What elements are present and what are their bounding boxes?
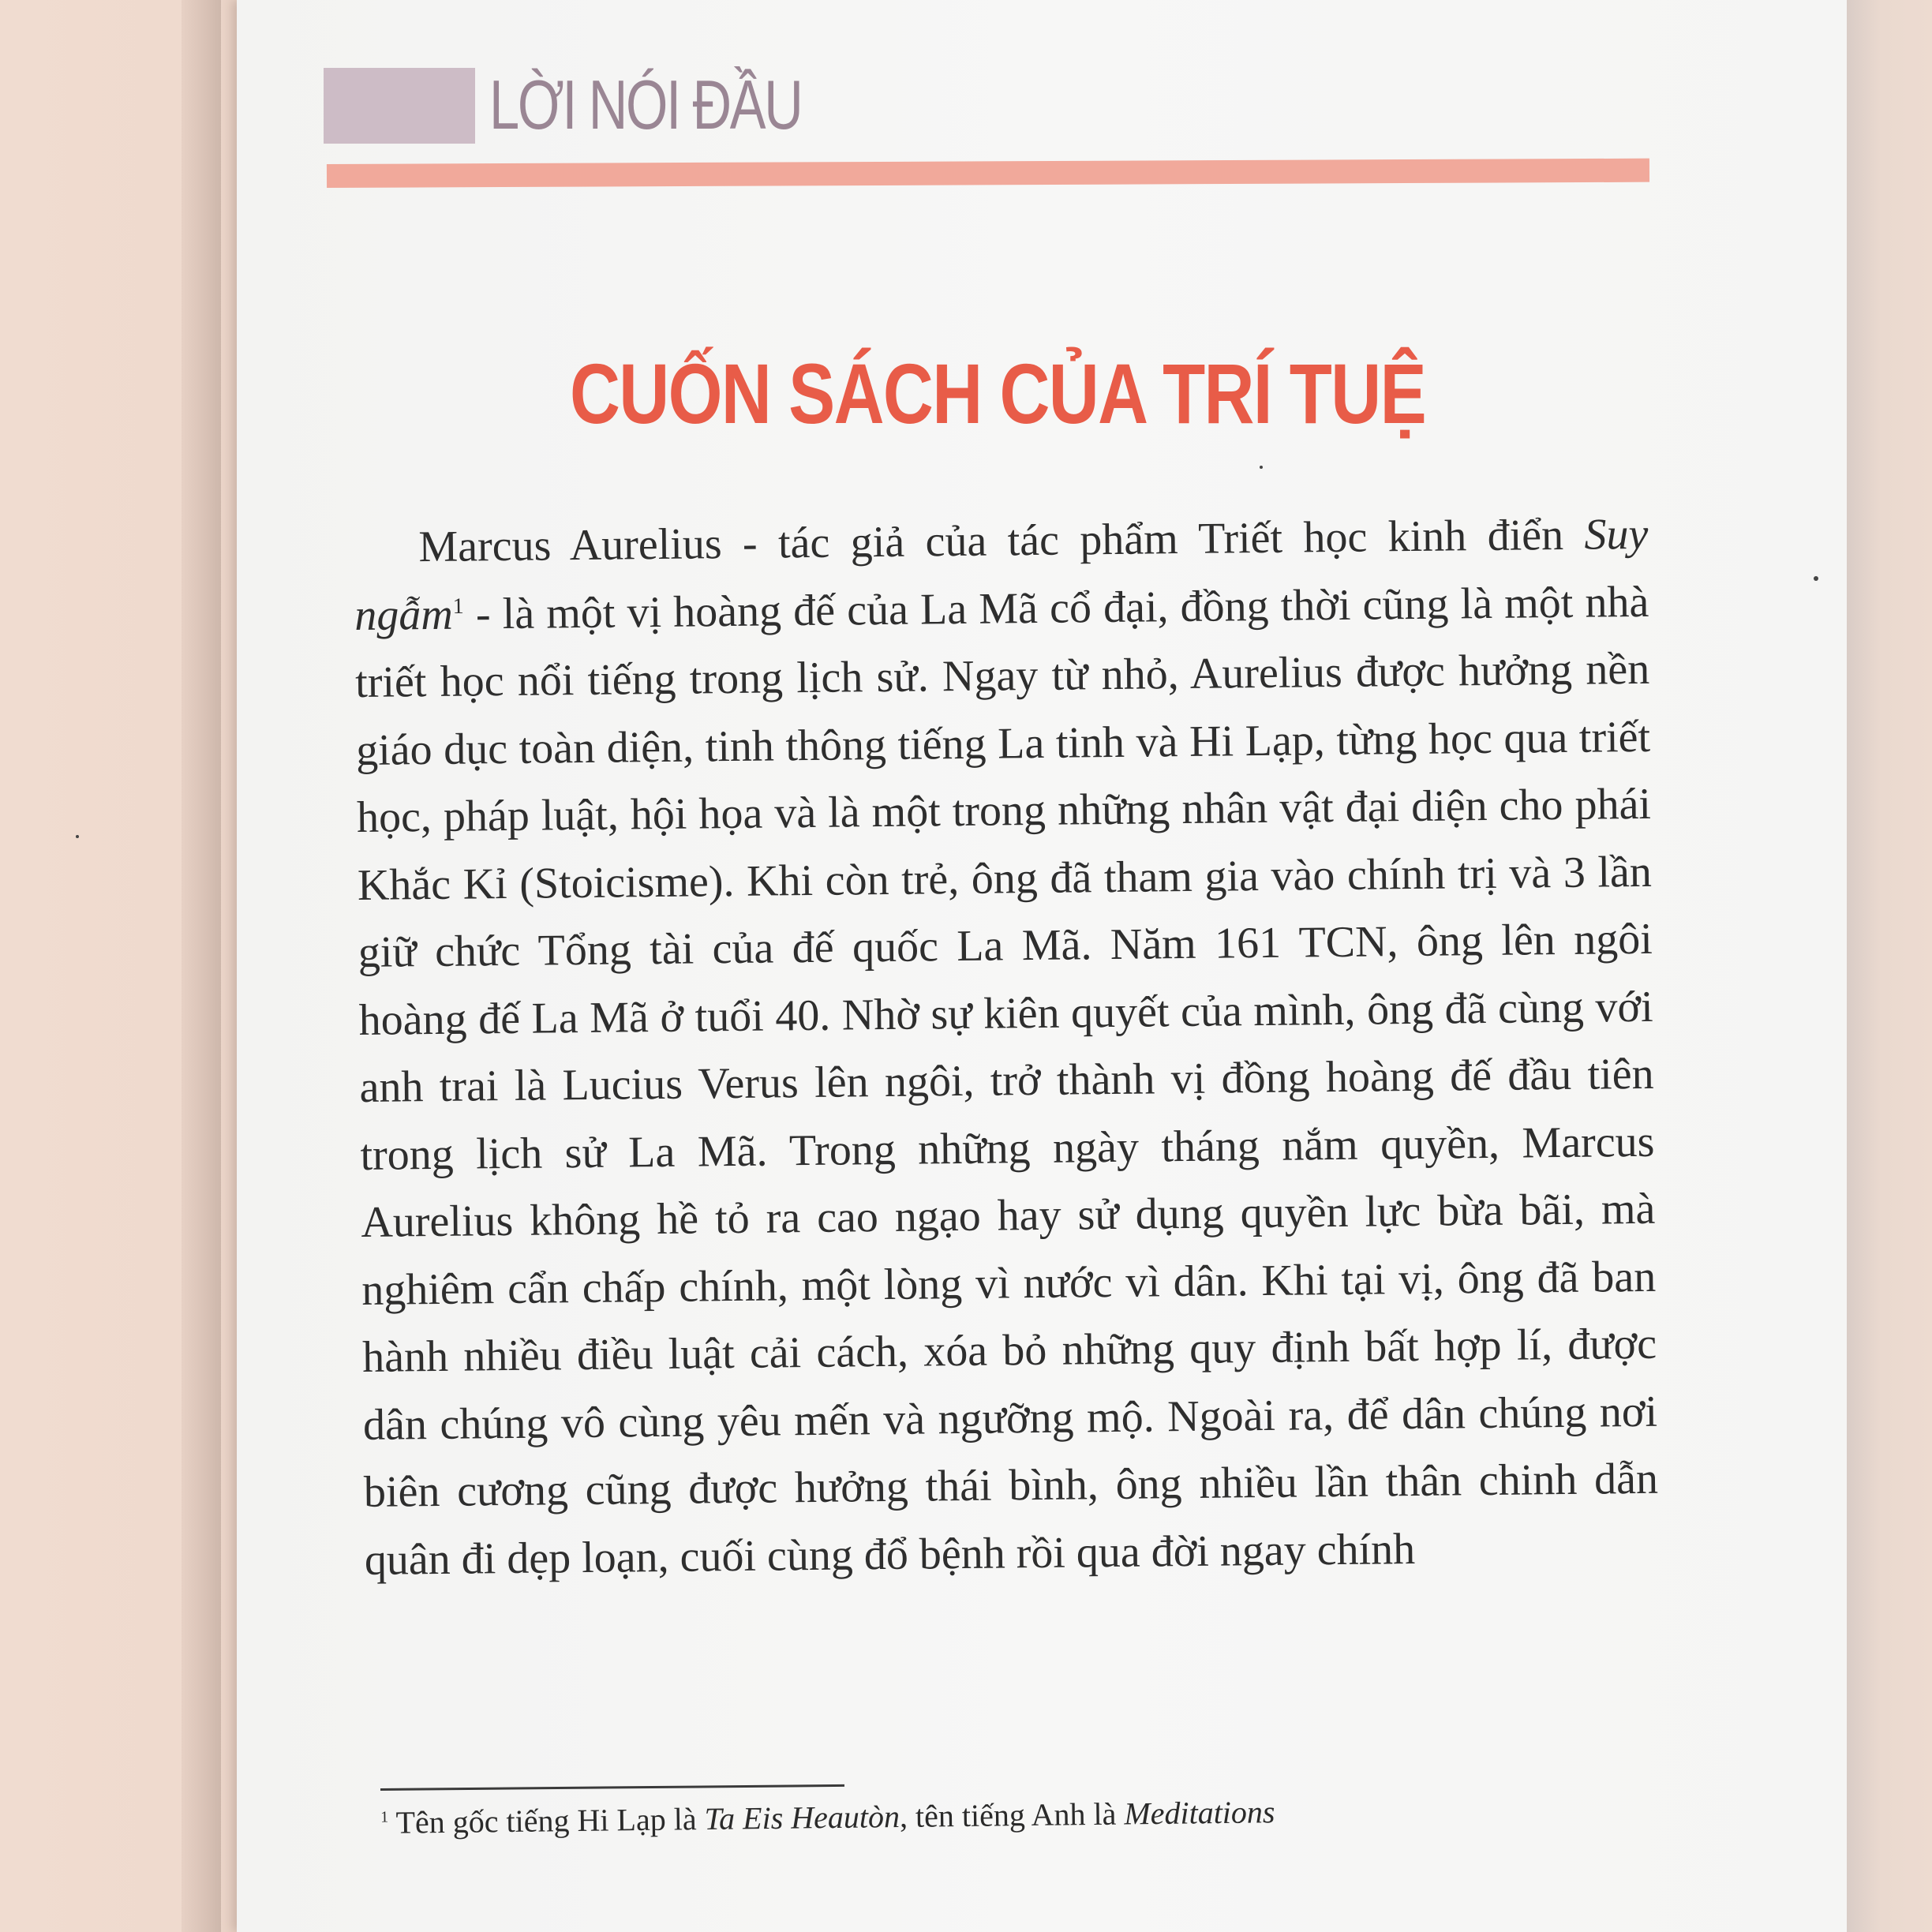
footnote-reference: 1 [452, 593, 464, 619]
book-title-italic: Suy ngẫm [354, 509, 1649, 640]
body-paragraph [354, 501, 1659, 1594]
chapter-title-text: CUỐN SÁCH CỦA TRÍ TUỆ [569, 346, 1426, 441]
footnote-text-start: Tên gốc tiếng Hi Lạp là [388, 1800, 705, 1840]
chapter-title [0, 347, 1932, 441]
footnote-number: 1 [380, 1808, 389, 1826]
section-label: LỜI NÓI ĐẦU [489, 66, 802, 144]
body-text-intro: Marcus Aurelius - tác giả của tác phẩm Triết học kinh điển [418, 510, 1585, 572]
page-right-edge [1847, 0, 1932, 1932]
body-text-main: - là một vị hoàng đế của La Mã cổ đại, đồng thời cũng là một nhà triết học nổi tiếng trong lịch sử. Ngay từ nhỏ, Aurelius được hưởng nền giáo dục toàn diện, tinh thông tiếng La tinh và Hi Lạp, từng học qua triết học, pháp luật, hội họa và là một trong những nhân vật đại diện cho phái Khắc Kỉ (Stoicisme). Khi còn trẻ, ông đã tham gia vào chính trị và 3 lần giữ chức Tổng tài của đế quốc La Mã. Năm 161 TCN, ông lên ngôi hoàng đế La Mã ở tuổi 40. Nhờ sự kiên quyết của mình, ông đã cùng với anh trai là Lucius Verus lên ngôi, trở thành vị đồng hoàng đế đầu tiên trong lịch sử La Mã. Trong những ngày tháng nắm quyền, Marcus Aurelius không hề tỏ ra cao ngạo hay sử dụng quyền lực bừa bãi, mà nghiêm cẩn chấp chính, một lòng vì nước vì dân. Khi tại vị, ông đã ban hành nhiều điều luật cải cách, xóa bỏ những quy định bất hợp lí, được dân chúng vô cùng yêu mến và ngưỡng mộ. Ngoài ra, để dân chúng nơi biên cương cũng được hưởng thái bình, ông nhiều lần thân chinh dẫn quân đi dẹp loạn, cuối cùng đổ bệnh rồi qua đời ngay chính [354, 577, 1659, 1585]
paper-speck [76, 835, 79, 838]
footnote-greek-title: Ta Eis Heautòn [704, 1798, 900, 1837]
footnote-english-title: Meditations [1124, 1794, 1275, 1832]
paper-speck [1260, 466, 1263, 469]
section-marker-block [324, 68, 475, 144]
footnote-text-middle: , tên tiếng Anh là [899, 1795, 1125, 1834]
paper-speck [1814, 576, 1818, 581]
book-gutter [182, 0, 221, 1932]
left-page-background [0, 0, 260, 1932]
